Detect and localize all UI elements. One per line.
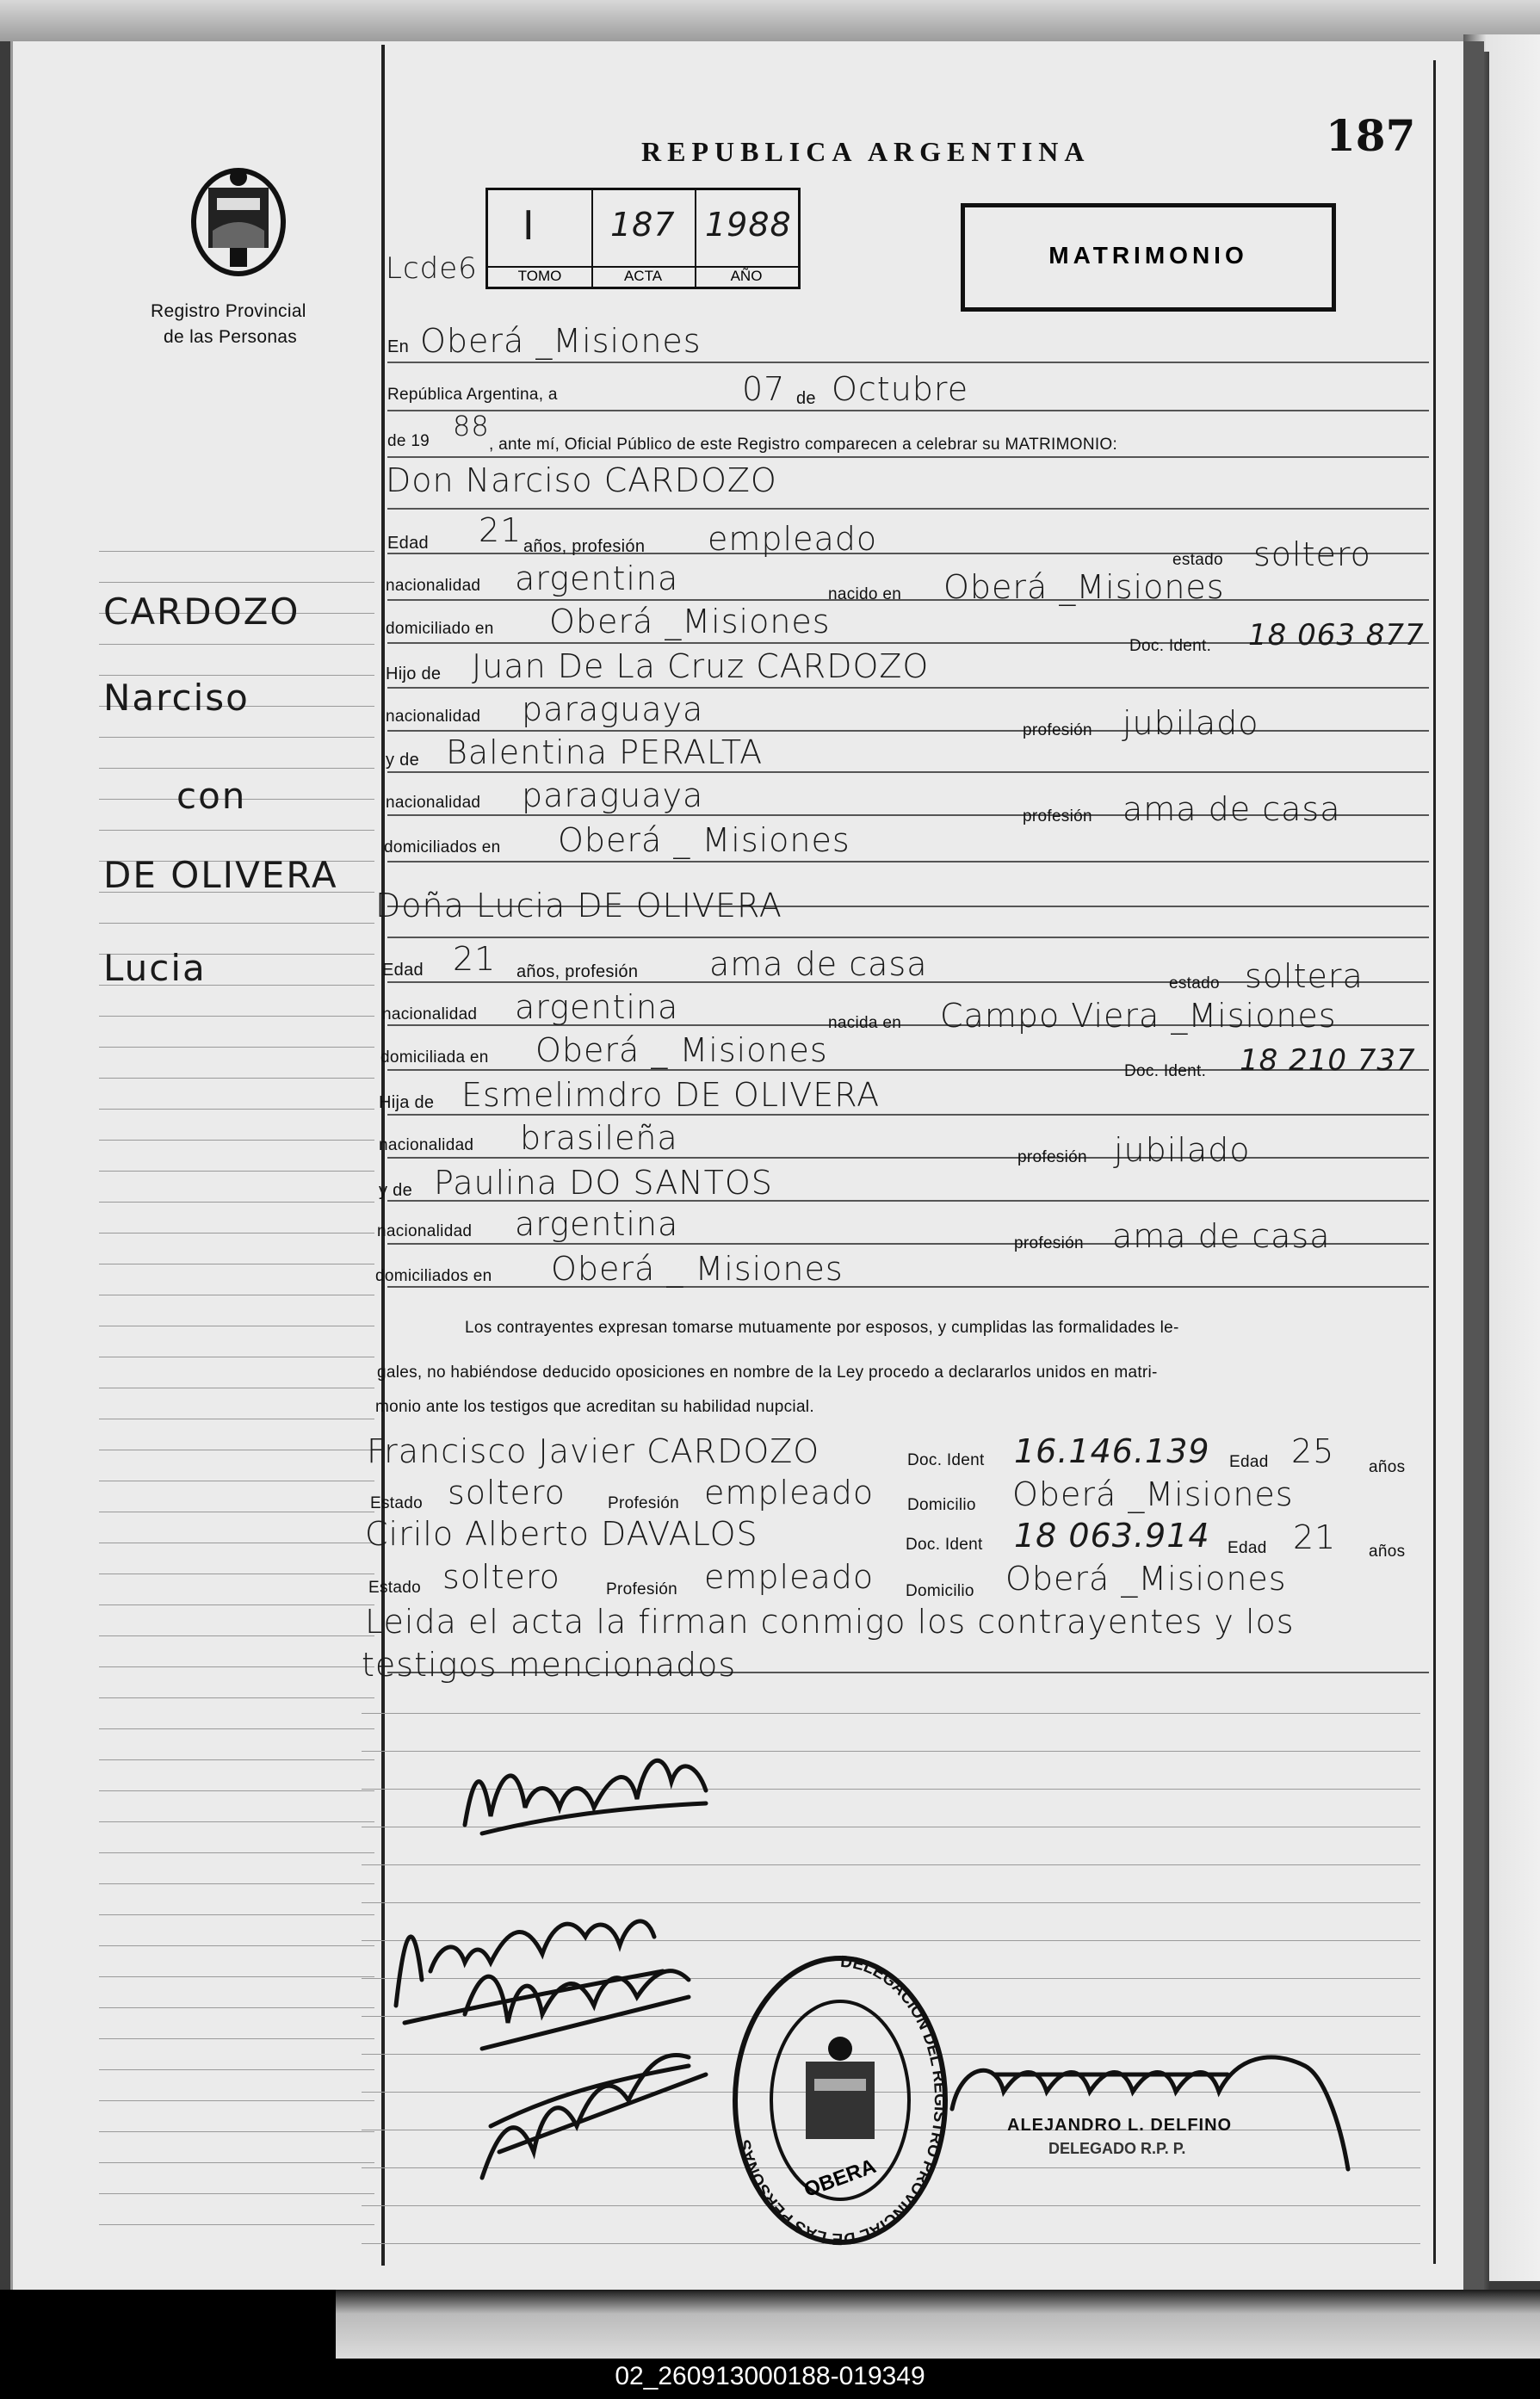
declaration-line-2: gales, no habiéndose deducido oposiciones en nombre de la Ley procedo a declararlos unidos en matri- — [377, 1363, 1158, 1382]
groom-father: Juan De La Cruz CARDOZO — [472, 647, 930, 685]
label: profesión — [1023, 807, 1092, 825]
label: Doc. Ident — [907, 1451, 985, 1469]
bride-father: Esmelimdro DE OLIVERA — [461, 1076, 881, 1114]
label: profesión — [1014, 1234, 1084, 1252]
label: Domicilio — [906, 1582, 974, 1600]
form-underline — [387, 1286, 1429, 1288]
label: nacida en — [828, 1014, 902, 1032]
margin-ruled-line — [99, 1697, 374, 1698]
margin-ruled-line — [99, 2100, 374, 2101]
bride-address: Oberá _ Misiones — [535, 1031, 828, 1069]
bride-profession: ama de casa — [709, 945, 928, 983]
label-en: En — [387, 337, 410, 356]
label: domiciliada en — [380, 1048, 489, 1067]
margin-ruled-line — [99, 1140, 374, 1141]
margin-ruled-line — [99, 675, 374, 676]
bride-mother-profession: ama de casa — [1112, 1217, 1331, 1255]
label: Hijo de — [386, 665, 442, 683]
label: años — [1369, 1458, 1406, 1476]
witness1-status: soltero — [448, 1474, 566, 1512]
witness2-profession: empleado — [704, 1558, 875, 1596]
form-underline — [387, 1114, 1429, 1116]
form-underline — [387, 456, 1429, 458]
label: Edad — [387, 534, 429, 553]
margin-ruled-line — [99, 737, 374, 738]
registry-line-1: Registro Provincial — [151, 301, 306, 321]
label: Doc. Ident — [906, 1536, 983, 1554]
margin-ruled-line — [99, 644, 374, 645]
groom-mother-profession: ama de casa — [1123, 790, 1341, 828]
label: Domicilio — [907, 1496, 976, 1514]
margin-ruled-line — [99, 2007, 374, 2008]
margin-ruled-line — [99, 582, 374, 583]
acta-value: 187 — [610, 206, 676, 244]
record-number-box — [486, 188, 801, 289]
label: nacionalidad — [386, 708, 481, 726]
groom-full-name: Don Narciso CARDOZO — [386, 461, 777, 499]
groom-profession: empleado — [708, 520, 878, 558]
label: nacionalidad — [382, 1005, 478, 1023]
groom-father-profession: jubilado — [1123, 704, 1259, 742]
form-underline — [387, 861, 1429, 863]
label: profesión — [1017, 1148, 1087, 1166]
bride-full-name: Doña Lucia DE OLIVERA — [375, 887, 782, 924]
form-underline — [387, 362, 1429, 363]
place: Oberá _Misiones — [420, 322, 702, 360]
groom-age: 21 — [479, 511, 523, 549]
label: profesión — [1023, 721, 1092, 739]
year-suffix: 88 — [453, 410, 490, 442]
margin-ruled-line — [99, 1821, 374, 1822]
label: estado — [1169, 974, 1220, 992]
label: domiciliado en — [386, 620, 494, 638]
margin-ruled-line — [99, 1666, 374, 1667]
witness2-address: Oberá _Misiones — [1005, 1560, 1287, 1598]
groom-address: Oberá _Misiones — [549, 603, 831, 640]
label: nacido en — [828, 585, 902, 603]
official-seal — [728, 1950, 952, 2251]
margin-ruled-line — [99, 2193, 374, 2194]
margin-ruled-line — [99, 1790, 374, 1791]
body-ruled-line — [362, 1864, 1420, 1865]
margin-bride-name: Lucia — [103, 947, 207, 989]
witness2-signature — [465, 2023, 723, 2195]
acta-label: ACTA — [591, 266, 695, 285]
label: Edad — [1228, 1539, 1267, 1557]
groom-nationality: argentina — [515, 560, 679, 597]
label: Edad — [382, 961, 424, 980]
margin-ruled-line — [99, 551, 374, 552]
label-de-19: de 19 — [387, 432, 430, 450]
form-underline — [387, 410, 1429, 411]
form-underline — [387, 508, 1429, 510]
label: domiciliados en — [384, 838, 501, 856]
margin-ruled-line — [99, 1976, 374, 1977]
declaration-line-1: Los contrayentes expresan tomarse mutuamente por esposos, y cumplidas las formalidades le- — [465, 1319, 1179, 1337]
label: nacionalidad — [377, 1222, 473, 1240]
margin-ruled-line — [99, 1233, 374, 1234]
image-id: 02_260913000188-019349 — [615, 2362, 925, 2390]
margin-ruled-line — [99, 1016, 374, 1017]
witness2-doc: 18 063.914 — [1014, 1517, 1210, 1555]
label: Doc. Ident. — [1129, 637, 1212, 655]
bride-parents-address: Oberá _ Misiones — [551, 1250, 844, 1288]
label: años — [1369, 1543, 1406, 1561]
seal-city: OBERA — [801, 2155, 880, 2203]
tomo-value: I — [523, 202, 536, 249]
desk-top — [0, 0, 1540, 41]
label: domiciliados en — [375, 1267, 492, 1285]
margin-ruled-line — [99, 2224, 374, 2225]
margin-ruled-line — [99, 1604, 374, 1605]
coat-of-arms-icon — [182, 162, 294, 282]
bride-doc: 18 210 737 — [1240, 1043, 1416, 1078]
label: Estado — [368, 1579, 421, 1597]
margin-ruled-line — [99, 923, 374, 924]
label: y de — [386, 751, 420, 770]
margin-ruled-line — [99, 1171, 374, 1172]
right-border — [1433, 60, 1436, 2264]
groom-parents-address: Oberá _ Misiones — [558, 821, 850, 859]
label-republica: República Argentina, a — [387, 386, 558, 404]
anio-label: AÑO — [695, 266, 798, 285]
witness1-age: 25 — [1291, 1432, 1335, 1470]
official-title: DELEGADO R.P. P. — [1048, 2140, 1186, 2157]
registry-line-2: de las Personas — [164, 327, 298, 347]
bride-birthplace: Campo Viera _Misiones — [940, 997, 1337, 1035]
margin-ruled-line — [99, 1945, 374, 1946]
margin-connector: con — [176, 775, 247, 817]
left-code: Lcde6 — [386, 251, 478, 286]
witness2-name: Cirilo Alberto DAVALOS — [365, 1515, 758, 1553]
official-name: ALEJANDRO L. DELFINO — [1007, 2116, 1233, 2135]
bride-nationality: argentina — [515, 988, 679, 1026]
bride-mother: Paulina DO SANTOS — [434, 1164, 773, 1202]
margin-ruled-line — [99, 2131, 374, 2132]
bride-status: soltera — [1245, 957, 1364, 995]
closing-line-1: Leida el acta la firman conmigo los contrayentes y los — [365, 1603, 1295, 1641]
margin-ruled-line — [99, 1078, 374, 1079]
margin-ruled-line — [99, 2038, 374, 2039]
witness1-doc: 16.146.139 — [1014, 1432, 1210, 1470]
margin-groom-surname: CARDOZO — [103, 590, 300, 633]
anio-value: 1988 — [705, 206, 792, 244]
bride-father-profession: jubilado — [1114, 1131, 1251, 1169]
page-number: 187 — [1326, 110, 1416, 161]
margin-ruled-line — [99, 1914, 374, 1915]
label: Hija de — [379, 1093, 435, 1112]
margin-ruled-line — [99, 1852, 374, 1853]
margin-ruled-line — [99, 1635, 374, 1636]
margin-ruled-line — [99, 1047, 374, 1048]
seal-ring-text: DELEGACION DEL REGISTRO PROVINCIAL DE LAS PERSONAS — [735, 1952, 949, 2248]
margin-groom-name: Narciso — [103, 677, 250, 719]
label: Edad — [1229, 1453, 1269, 1471]
groom-birthplace: Oberá _Misiones — [943, 568, 1225, 606]
label: Doc. Ident. — [1124, 1062, 1207, 1080]
margin-ruled-line — [99, 1109, 374, 1110]
label: nacionalidad — [386, 794, 481, 812]
form-underline — [387, 687, 1429, 689]
margin-ruled-line — [99, 2069, 374, 2070]
record-type-box — [961, 203, 1336, 312]
groom-signature — [448, 1722, 723, 1851]
bride-mother-nationality: argentina — [515, 1205, 679, 1243]
body-ruled-line — [362, 1713, 1420, 1714]
groom-mother: Balentina PERALTA — [446, 733, 764, 771]
declaration-line-3: monio ante los testigos que acreditan su habilidad nupcial. — [375, 1398, 814, 1416]
bride-father-nationality: brasileña — [520, 1119, 678, 1157]
form-underline — [387, 599, 1429, 601]
day: 07 — [742, 370, 786, 408]
witness1-profession: empleado — [704, 1474, 875, 1512]
groom-doc: 18 063 877 — [1248, 618, 1425, 652]
margin-bride-surname: DE OLIVERA — [103, 854, 338, 896]
margin-ruled-line — [99, 768, 374, 769]
witness2-status: soltero — [442, 1558, 560, 1596]
country-title: REPUBLICA ARGENTINA — [641, 136, 1091, 167]
label: Profesión — [608, 1494, 679, 1512]
margin-ruled-line — [99, 1759, 374, 1760]
form-underline — [387, 1157, 1429, 1159]
margin-ruled-line — [99, 1883, 374, 1884]
form-underline — [387, 937, 1429, 938]
groom-mother-nationality: paraguaya — [522, 776, 704, 814]
margin-ruled-line — [99, 830, 374, 831]
label: años, profesión — [516, 962, 639, 981]
witness1-address: Oberá _Misiones — [1012, 1475, 1294, 1513]
label: y de — [379, 1181, 413, 1200]
label: años, profesión — [523, 537, 646, 556]
label: nacionalidad — [386, 577, 481, 595]
label: nacionalidad — [379, 1136, 474, 1154]
witness1-name: Francisco Javier CARDOZO — [367, 1432, 820, 1470]
form-underline — [387, 730, 1429, 732]
tomo-label: TOMO — [488, 266, 591, 285]
groom-father-nationality: paraguaya — [522, 690, 704, 728]
label: Profesión — [606, 1580, 677, 1598]
label: estado — [1172, 551, 1223, 569]
record-type: MATRIMONIO — [1048, 242, 1248, 269]
label: Estado — [370, 1494, 423, 1512]
form-underline — [387, 771, 1429, 773]
groom-status: soltero — [1253, 535, 1371, 573]
closing-line-2: testigos mencionados — [362, 1646, 737, 1684]
month: Octubre — [832, 370, 969, 408]
margin-ruled-line — [99, 2162, 374, 2163]
intro-statement: , ante mí, Oficial Público de este Registro comparecen a celebrar su MATRIMONIO: — [489, 436, 1118, 454]
bride-age: 21 — [453, 940, 497, 978]
margin-ruled-line — [99, 1728, 374, 1729]
label-de: de — [796, 389, 816, 408]
margin-ruled-line — [99, 1202, 374, 1203]
witness2-age: 21 — [1293, 1518, 1337, 1556]
